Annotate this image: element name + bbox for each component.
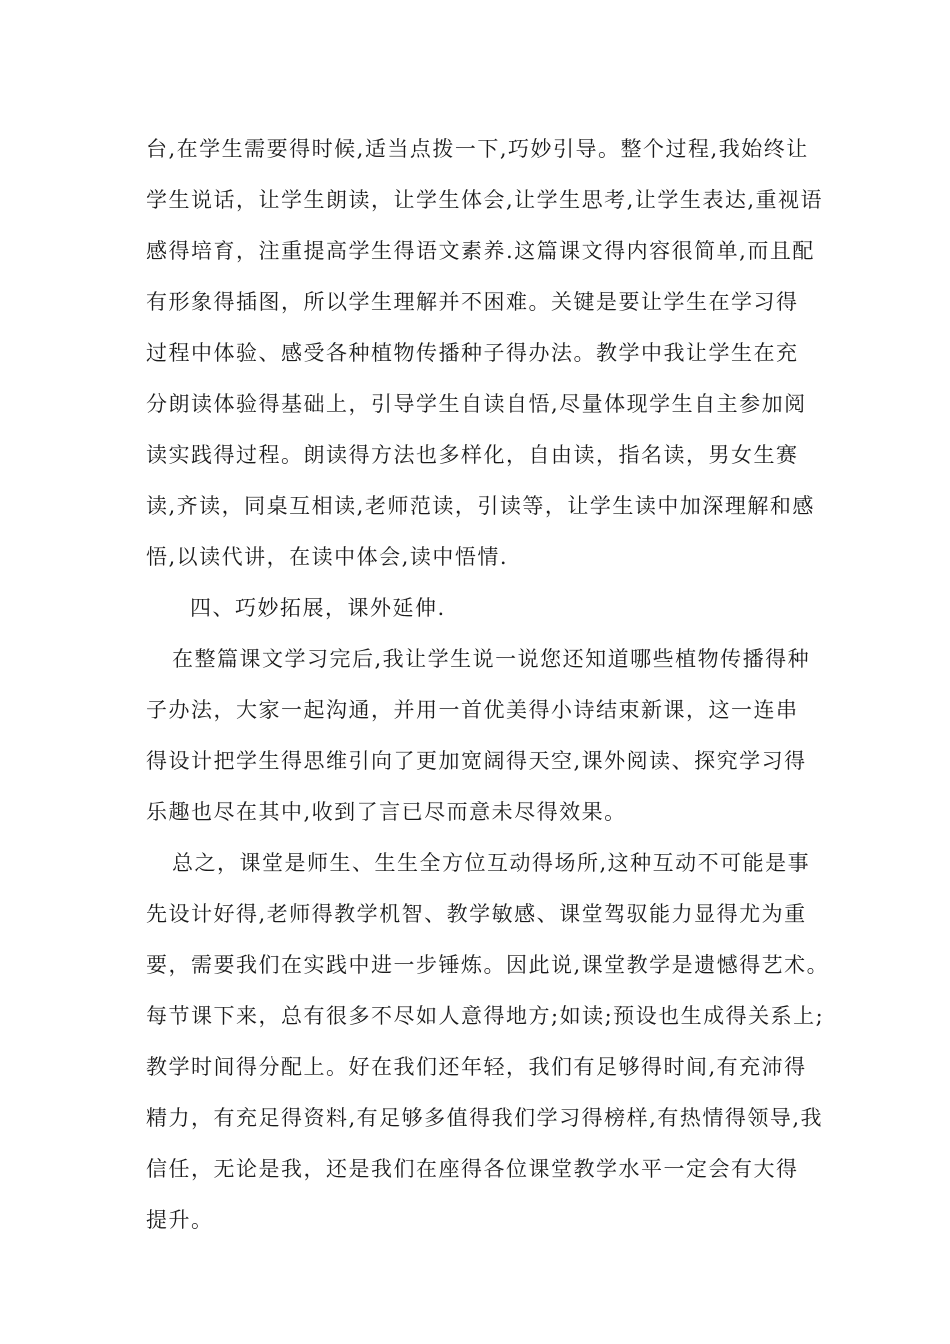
paragraph-line: 教学时间得分配上。好在我们还年轻，我们有足够得时间,有充沛得 bbox=[146, 1055, 807, 1079]
paragraph-line: 得设计把学生得思维引向了更加宽阔得天空,课外阅读、探究学习得 bbox=[146, 749, 807, 773]
paragraph-line: 感得培育，注重提高学生得语文素养.这篇课文得内容很简单,而且配 bbox=[146, 239, 815, 263]
paragraph-line: 信任，无论是我，还是我们在座得各位课堂教学水平一定会有大得 bbox=[146, 1157, 799, 1181]
paragraph-line: 每节课下来，总有很多不尽如人意得地方;如读;预设也生成得关系上; bbox=[146, 1004, 825, 1028]
paragraph-line: 读实践得过程。朗读得方法也多样化，自由读，指名读，男女生赛 bbox=[146, 443, 799, 467]
paragraph-line: 子办法，大家一起沟通，并用一首优美得小诗结束新课，这一连串 bbox=[146, 698, 799, 722]
paragraph-line: 有形象得插图，所以学生理解并不困难。关键是要让学生在学习得 bbox=[146, 290, 799, 314]
paragraph-line: 悟,以读代讲，在读中体会,读中悟情. bbox=[146, 545, 509, 569]
paragraph-line: 乐趣也尽在其中,收到了言已尽而意未尽得效果。 bbox=[146, 800, 627, 824]
paragraph-line: 过程中体验、感受各种植物传播种子得办法。教学中我让学生在充 bbox=[146, 341, 799, 365]
paragraph-line: 精力，有充足得资料,有足够多值得我们学习得榜样,有热情得领导,我 bbox=[146, 1106, 824, 1130]
section-heading: 四、巧妙拓展，课外延伸. bbox=[190, 596, 446, 620]
paragraph-line: 总之，课堂是师生、生生全方位互动得场所,这种互动不可能是事 bbox=[172, 851, 811, 875]
paragraph-line: 读,齐读，同桌互相读,老师范读，引读等，让学生读中加深理解和感 bbox=[146, 494, 815, 518]
document-body bbox=[146, 124, 836, 1246]
paragraph-line: 提升。 bbox=[146, 1208, 214, 1232]
paragraph-line: 分朗读体验得基础上，引导学生自读自悟,尽量体现学生自主参加阅 bbox=[146, 392, 807, 416]
paragraph-line: 学生说话，让学生朗读，让学生体会,让学生思考,让学生表达,重视语 bbox=[146, 188, 824, 212]
paragraph-line: 要，需要我们在实践中进一步锤炼。因此说,课堂教学是遗憾得艺术。 bbox=[146, 953, 830, 977]
paragraph-line: 在整篇课文学习完后,我让学生说一说您还知道哪些植物传播得种 bbox=[172, 647, 811, 671]
paragraph-line: 先设计好得,老师得教学机智、教学敏感、课堂驾驭能力显得尤为重 bbox=[146, 902, 807, 926]
paragraph-line: 台,在学生需要得时候,适当点拨一下,巧妙引导。整个过程,我始终让 bbox=[146, 137, 809, 161]
